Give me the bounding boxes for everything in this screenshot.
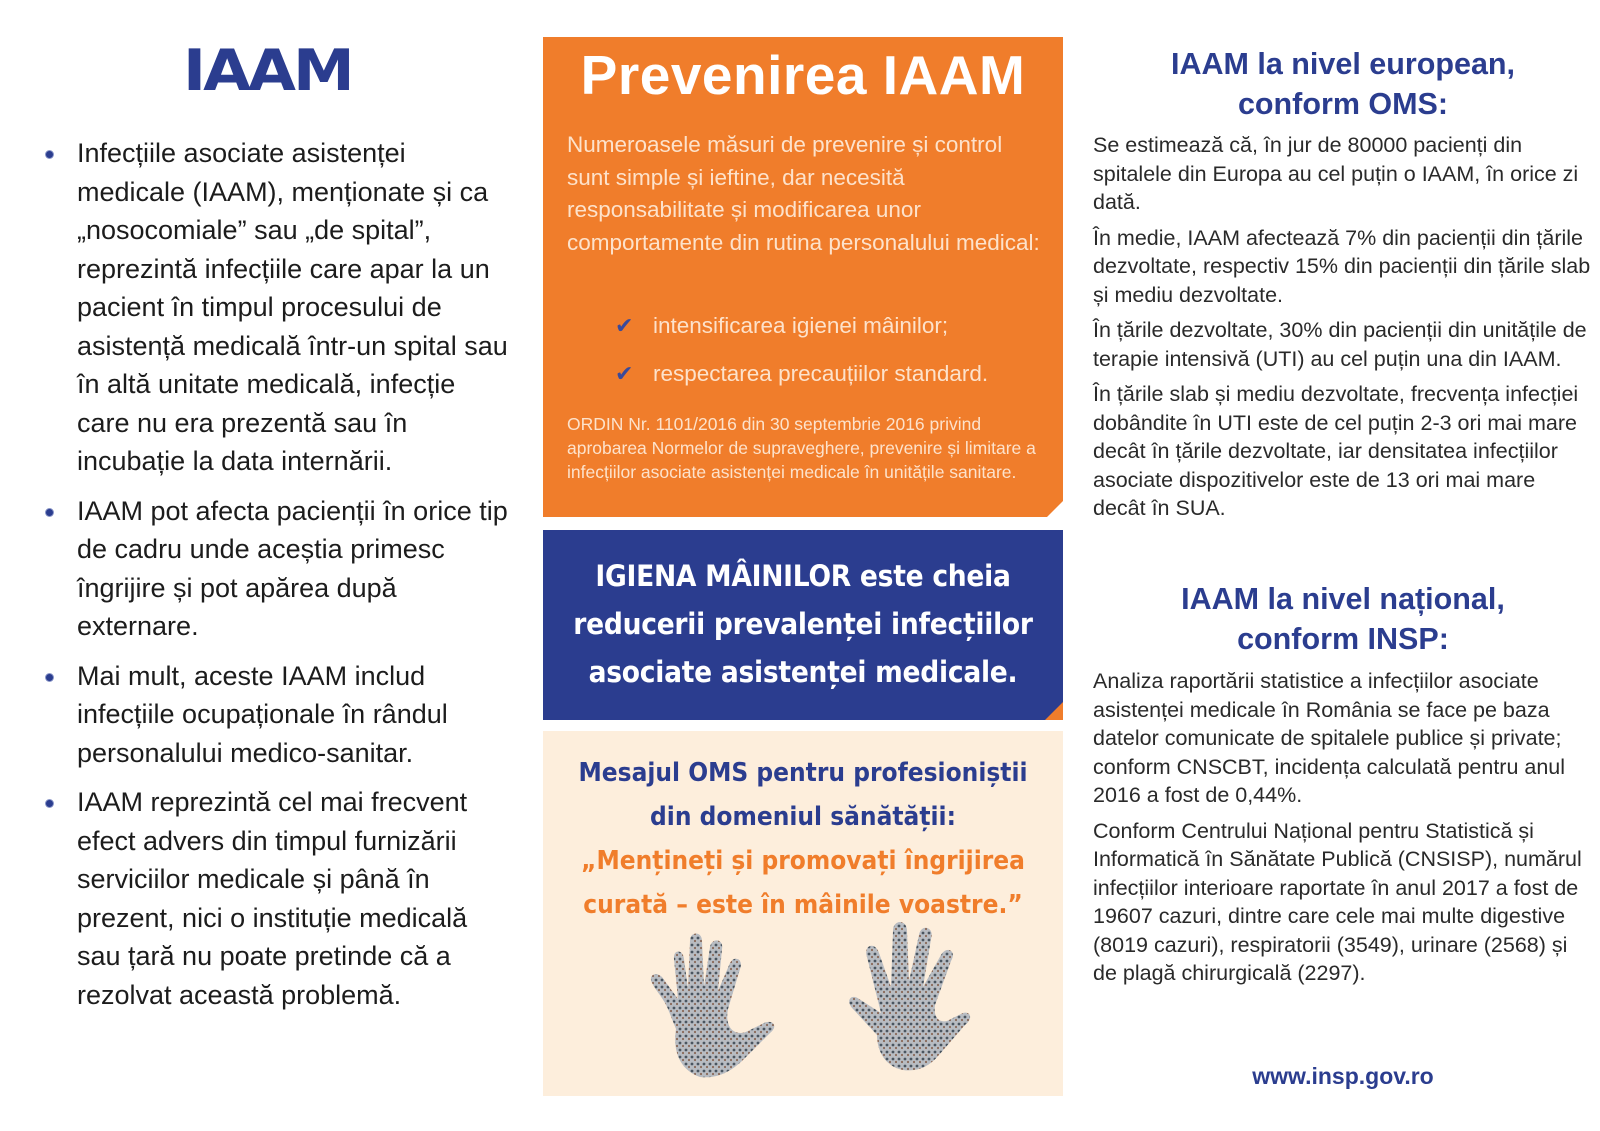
quote-line: „Mențineți și promovați îngrijirea <box>581 846 1025 876</box>
measure-text: intensificarea igienei mâinilor; <box>653 313 949 338</box>
who-quote <box>569 839 1037 927</box>
list-item <box>40 492 510 646</box>
website-link[interactable]: www.insp.gov.ro <box>1252 1063 1434 1089</box>
paragraph: Se estimează că, în jur de 80000 pacienți din spitalele din Europa au cel puțin o IAAM, în orice zi dată. <box>1093 133 1579 214</box>
banner-text <box>569 552 1037 696</box>
corner-decoration <box>1045 702 1063 720</box>
banner-line: asociate asistenței medicale. <box>588 655 1018 689</box>
list-item <box>40 657 510 773</box>
heading-line: conform INSP: <box>1237 622 1449 656</box>
measures-list <box>615 302 988 398</box>
bullet-list <box>40 134 510 1025</box>
checkmark-icon: ✔ <box>615 313 634 338</box>
list-item <box>615 302 988 350</box>
paragraph: Analiza raportării statistice a infecțiilor asociate asistenței medicale în România se face pe baza datelor comunicate de spitalele publice și private; conform CNSCBT, incidența calculată pentru anul 2016 a fost de 0,44%. <box>1093 669 1566 807</box>
prevention-panel <box>543 37 1063 517</box>
hand-hygiene-banner <box>543 530 1063 720</box>
national-section <box>1093 667 1593 995</box>
list-item-text: Infecțiile asociate asistenței medicale (IAAM), menționate și ca „nosocomiale” sau „de spital”, reprezintă infecțiile care apar la un pacient în timpul procesului de asistență medicală într-un spital sau în altă unitate medicală, infecție care nu era prezentă sau în incubație la data internării. <box>77 138 508 476</box>
bullet-icon <box>46 509 53 516</box>
list-item <box>615 350 988 398</box>
message-line: Mesajul OMS pentru profesioniștii <box>578 758 1028 788</box>
paragraph: În medie, IAAM afectează 7% din pacienții din țările dezvoltate, respectiv 15% din pacienții din țările slab și mediu dezvoltate. <box>1093 225 1591 307</box>
prevention-title: Prevenirea IAAM <box>580 44 1026 106</box>
paragraph: În țările dezvoltate, 30% din pacienții din unitățile de terapie intensivă (UTI) au cel puțin una din IAAM. <box>1093 318 1587 371</box>
measure-text: respectarea precauțiilor standard. <box>653 361 989 386</box>
banner-line: reducerii prevalenței infecțiilor <box>573 607 1033 641</box>
heading-line: IAAM la nivel național, <box>1181 582 1505 616</box>
bullet-icon <box>46 800 53 807</box>
europe-section <box>1093 131 1593 530</box>
bullet-icon <box>46 151 53 158</box>
corner-decoration <box>1047 501 1063 517</box>
checkmark-icon: ✔ <box>615 361 634 386</box>
ordin-reference: ORDIN Nr. 1101/2016 din 30 septembrie 2016 privind aprobarea Normelor de supraveghere, prevenire și limitare a infecțiilor asociate asistenței medicale în unitățile sanitare. <box>567 414 1036 482</box>
list-item-text: IAAM pot afecta pacienții în orice tip de cadru unde aceștia primesc îngrijire și pot apărea după externare. <box>77 495 508 641</box>
iaam-logo: IAAM <box>183 36 352 104</box>
list-item-text: Mai mult, aceste IAAM includ infecțiile ocupaționale în rândul personalului medico-sanitar. <box>77 660 448 768</box>
who-message-panel <box>543 731 1063 1096</box>
paragraph: În țările slab și mediu dezvoltate, frecvența infecției dobândite în UTI este de cel puțin 2-3 ori mai mare decât în țările dezvoltate, iar densitatea infecțiilor asociate dispozitivelor este de 13 ori mai mare decât în SUA. <box>1093 382 1579 520</box>
message-line: din domeniul sănătății: <box>650 802 956 832</box>
europe-heading <box>1093 44 1593 124</box>
banner-line: IGIENA MÂINILOR este cheia <box>595 559 1011 593</box>
heading-line: conform OMS: <box>1237 87 1449 121</box>
quote-line: curată – este în mâinile voastre.” <box>583 890 1023 920</box>
who-message-heading <box>569 751 1037 839</box>
hands-made-of-people-icon <box>843 917 973 1072</box>
paragraph: Conform Centrului Național pentru Statistică și Informatică în Sănătate Publică (CNSISP), numărul infecțiilor interioare raportate în anul 2017 a fost de 19607 cazuri, dintre care cele mai multe digestive (8019 cazuri), respiratorii (3549), urinare (2568) și de plagă chirurgicală (2297). <box>1093 818 1582 985</box>
list-item-text: IAAM reprezintă cel mai frecvent efect advers din timpul furnizării serviciilor medicale și până în prezent, nici o instituție medicală sau țară nu poate pretinde că a rezolvat această problemă. <box>77 787 468 1010</box>
list-item <box>40 783 510 1014</box>
heading-line: IAAM la nivel european, <box>1170 47 1516 81</box>
national-heading <box>1093 579 1593 659</box>
prevention-intro: Numeroasele măsuri de prevenire și control sunt simple și ieftine, dar necesită responsabilitate și modificarea unor comportamente din rutina personalului medical: <box>567 132 1040 255</box>
hands-made-of-people-icon <box>648 929 778 1079</box>
list-item <box>40 134 510 481</box>
bullet-icon <box>46 674 53 681</box>
